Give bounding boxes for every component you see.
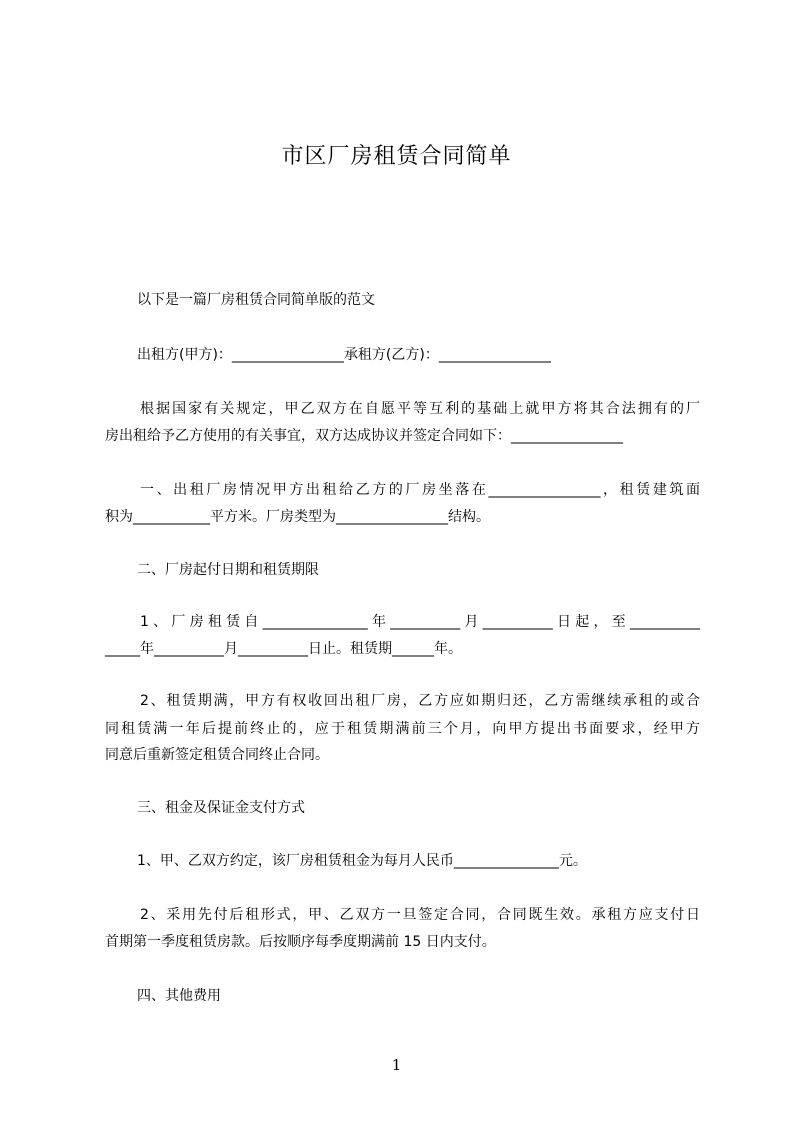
section1-line-2: 积为___________平方米。厂房类型为________________结构。 (105, 509, 490, 525)
section3-heading: 三、租金及保证金支付方式 (137, 800, 305, 816)
section3-item2-line-1: 2、采用先付后租形式，甲、乙双方一旦签定合同，合同既生效。承租方应支付日 (140, 907, 700, 923)
section2-item1-line-1: 1、厂房租赁自_______________年__________月__________日起，至__________ (140, 614, 700, 630)
section3-item2-line-2: 首期第一季度租赁房款。后按顺序每季度期满前 15 日内支付。 (105, 934, 496, 950)
section2-item1-line-2: _____年__________月__________日止。租赁期______年。 (105, 641, 462, 657)
preamble-line-2: 房出租给予乙方使用的有关事宜，双方达成协议并签定合同如下：________________ (105, 428, 623, 444)
section2-item2-line-3: 同意后重新签定租赁合同终止合同。 (105, 747, 329, 763)
section2-heading: 二、厂房起付日期和租赁期限 (137, 562, 319, 578)
document-title: 市区厂房租赁合同简单 (281, 144, 512, 169)
preamble-line-1: 根据国家有关规定，甲乙双方在自愿平等互利的基础上就甲方将其合法拥有的厂 (140, 401, 700, 417)
intro-text: 以下是一篇厂房租赁合同简单版的范文 (137, 292, 375, 308)
page-number: 1 (391, 1056, 402, 1074)
section1-line-1: 一、出租厂房情况甲方出租给乙方的厂房坐落在________________，租赁建筑面 (140, 482, 700, 498)
section4-heading: 四、其他费用 (137, 988, 221, 1004)
section2-item2-line-1: 2、租赁期满，甲方有权收回出租厂房，乙方应如期归还，乙方需继续承租的或合 (140, 693, 700, 709)
section3-item1: 1、甲、乙双方约定，该厂房租赁租金为每月人民币_______________元。 (137, 853, 587, 869)
section2-item2-line-2: 同租赁满一年后提前终止的，应于租赁期满前三个月，向甲方提出书面要求，经甲方 (105, 721, 700, 737)
parties-line: 出租方(甲方)：________________承租方(乙方)：________________ (137, 347, 551, 363)
